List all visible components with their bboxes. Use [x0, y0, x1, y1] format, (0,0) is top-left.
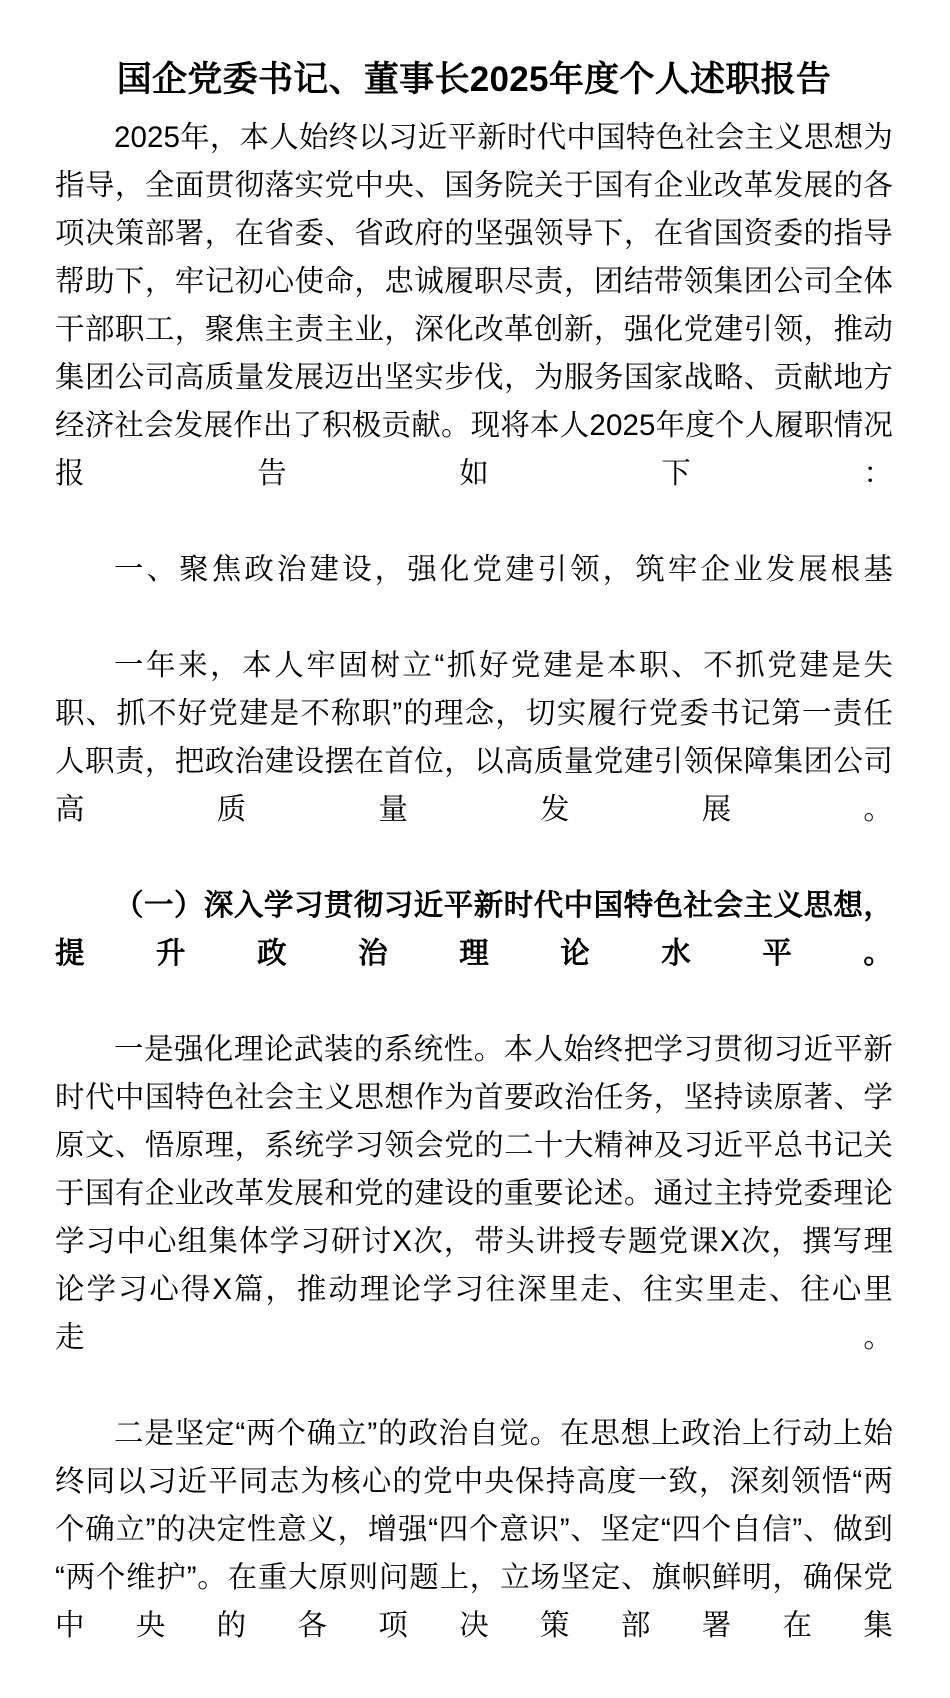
section-heading-one: 一、聚焦政治建设，强化党建引领，筑牢企业发展根基: [114, 553, 893, 586]
page-title: 国企党委书记、董事长2025年度个人述职报告: [116, 60, 832, 99]
document-body: [55, 0, 893, 1698]
paragraph-intro: 2025年，本人始终以习近平新时代中国特色社会主义思想为指导，全面贯彻落实党中央、国务院关于国有企业改革发展的各项决策部署，在省委、省政府的坚强领导下，在省国资委的指导帮助下，牢记初心使命，忠诚履职尽责，团结带领集团公司全体干部职工，聚焦主责主业，深化改革创新，强化党建引领，推动集团公司高质量发展迈出坚实步伐，为服务国家战略、贡献地方经济社会发展作出了积极贡献。现将本人2025年度个人履职情况报告如下：: [55, 121, 893, 490]
paragraph-point-two: 二是坚定“两个确立”的政治自觉。在思想上政治上行动上始终同以习近平同志为核心的党中央保持高度一致，深刻领悟“两个确立”的决定性意义，增强“四个意识”、坚定“四个自信”、做到“两个维护”。在重大原则问题上，立场坚定、旗帜鲜明，确保党中央的各项决策部署在集: [55, 1417, 893, 1642]
paragraph-point-one: 一是强化理论武装的系统性。本人始终把学习贯彻习近平新时代中国特色社会主义思想作为首要政治任务，坚持读原著、学原文、悟原理，系统学习领会党的二十大精神及习近平总书记关于国有企业改革发展和党的建设的重要论述。通过主持党委理论学习中心组集体学习研讨X次，带头讲授专题党课X次，撰写理论学习心得X篇，推动理论学习往深里走、往实里走、往心里走。: [55, 1033, 893, 1354]
subsection-heading-one-one: （一）深入学习贯彻习近平新时代中国特色社会主义思想，提升政治理论水平。: [55, 889, 893, 970]
paragraph-section-one-lead: 一年来，本人牢固树立“抓好党建是本职、不抓党建是失职、抓不好党建是不称职”的理念，切实履行党委书记第一责任人职责，把政治建设摆在首位，以高质量党建引领保障集团公司高质量发展。: [55, 649, 893, 826]
